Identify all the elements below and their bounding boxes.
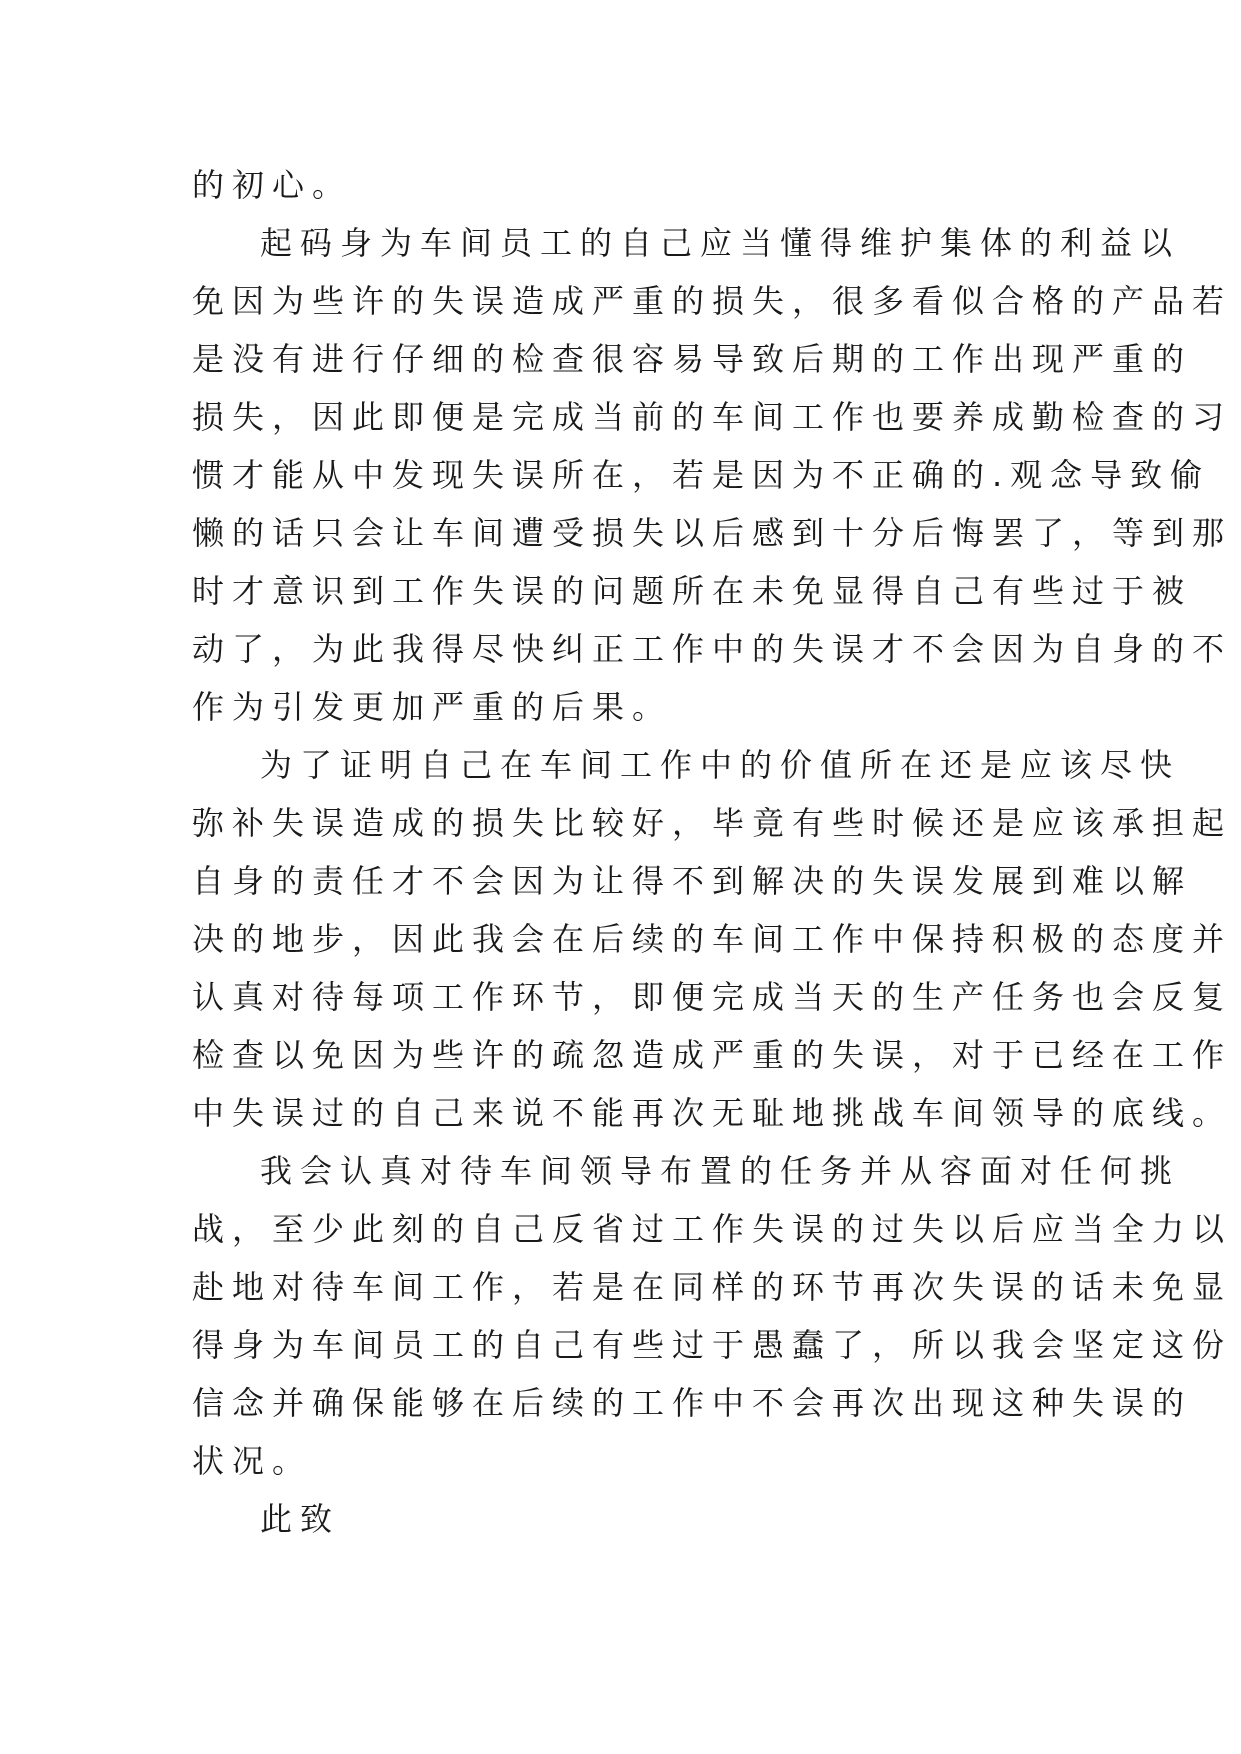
- text-line: 检查以免因为些许的疏忽造成严重的失误，对于已经在工作: [192, 1036, 1233, 1074]
- text-line: 赴地对待车间工作，若是在同样的环节再次失误的话未免显: [192, 1268, 1233, 1306]
- text-line: 我会认真对待车间领导布置的任务并从容面对任何挑: [260, 1152, 1181, 1190]
- text-line: 得身为车间员工的自己有些过于愚蠢了，所以我会坚定这份: [192, 1326, 1233, 1364]
- text-line: 损失，因此即便是完成当前的车间工作也要养成勤检查的习: [192, 398, 1233, 436]
- text-line: 自身的责任才不会因为让得不到解决的失误发展到难以解: [192, 862, 1193, 900]
- salutation-line: 此致: [260, 1500, 341, 1538]
- text-line: 惯才能从中发现失误所在，若是因为不正确的.观念导致偷: [192, 456, 1211, 494]
- text-line: 状况。: [192, 1442, 313, 1480]
- text-line: 信念并确保能够在后续的工作中不会再次出现这种失误的: [192, 1384, 1193, 1422]
- text-line: 动了，为此我得尽快纠正工作中的失误才不会因为自身的不: [192, 630, 1233, 668]
- text-line: 决的地步，因此我会在后续的车间工作中保持积极的态度并: [192, 920, 1233, 958]
- text-line: 战，至少此刻的自己反省过工作失误的过失以后应当全力以: [192, 1210, 1233, 1248]
- text-line: 是没有进行仔细的检查很容易导致后期的工作出现严重的: [192, 340, 1193, 378]
- text-line: 时才意识到工作失误的问题所在未免显得自己有些过于被: [192, 572, 1193, 610]
- text-line: 免因为些许的失误造成严重的损失，很多看似合格的产品若: [192, 282, 1233, 320]
- document-body: [192, 156, 1233, 1548]
- text-line: 起码身为车间员工的自己应当懂得维护集体的利益以: [260, 224, 1181, 262]
- text-line: 懒的话只会让车间遭受损失以后感到十分后悔罢了，等到那: [192, 514, 1233, 552]
- text-line: 为了证明自己在车间工作中的价值所在还是应该尽快: [260, 746, 1181, 784]
- text-line: 认真对待每项工作环节，即便完成当天的生产任务也会反复: [192, 978, 1233, 1016]
- text-line: 中失误过的自己来说不能再次无耻地挑战车间领导的底线。: [192, 1094, 1233, 1132]
- text-line: 弥补失误造成的损失比较好，毕竟有些时候还是应该承担起: [192, 804, 1233, 842]
- text-line: 的初心。: [192, 166, 353, 204]
- text-line: 作为引发更加严重的后果。: [192, 688, 673, 726]
